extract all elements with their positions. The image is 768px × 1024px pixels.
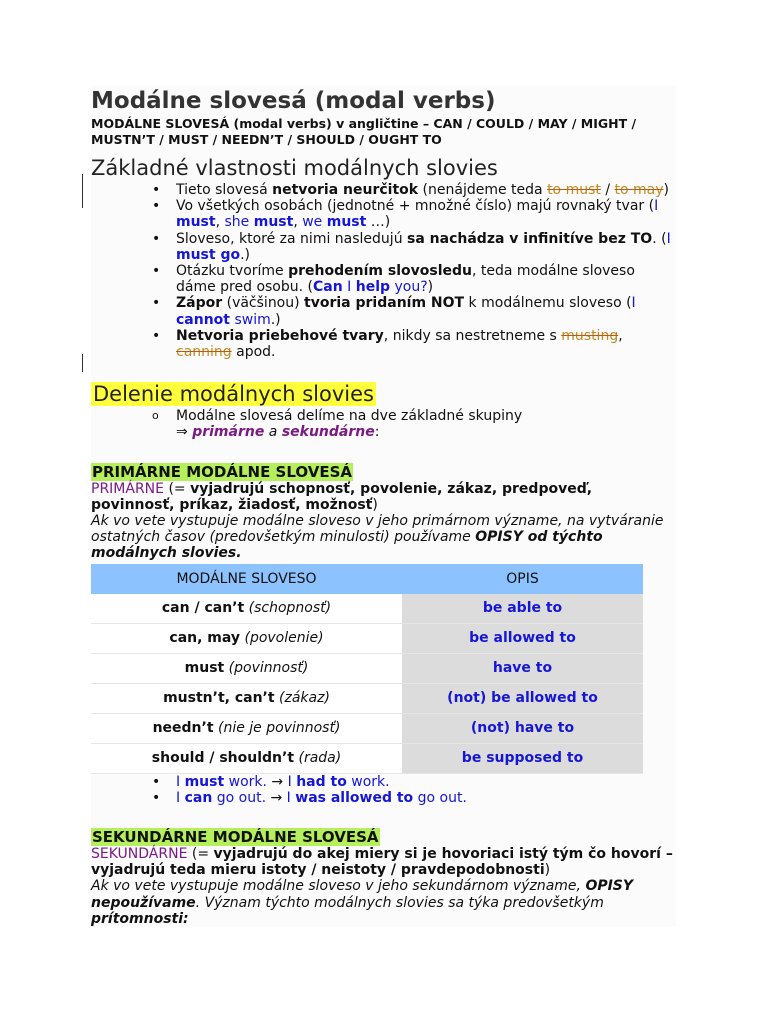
primary-note: Ak vo vete vystupuje modálne sloveso v jeho primárnom význame, na vytváranie ostatných časov (predovšetkým minulosti) používame OPISY od týchto modálnych slovies. bbox=[91, 513, 664, 562]
table-row: can, may (povolenie) be allowed to bbox=[91, 623, 643, 653]
list-item: • Zápor (väčšinou) tvoria pridaním NOT k modálnemu sloveso (I cannot swim.) bbox=[176, 295, 676, 327]
division-list bbox=[91, 408, 676, 440]
margin-bar-bottom bbox=[82, 354, 83, 372]
secondary-note: Ak vo vete vystupuje modálne sloveso v jeho sekundárnom význame, OPISY nepoužívame. Význam týchto modálnych slovies sa týka predovšetkým prítomnosti: bbox=[91, 878, 634, 927]
table-row: must (povinnosť) have to bbox=[91, 653, 643, 683]
page-title: Modálne slovesá (modal verbs) bbox=[91, 88, 496, 114]
properties-list bbox=[91, 182, 676, 360]
table-row: needn’t (nie je povinnosť) (not) have to bbox=[91, 713, 643, 743]
column-header: MODÁLNE SLOVESO bbox=[91, 564, 402, 594]
secondary-definition: SEKUNDÁRNE (= vyjadrujú do akej miery si je hovoriaci istý tým čo hovorí – vyjadrujú teda mieru istoty / neistoty / pravdepodobnosti) bbox=[91, 846, 673, 879]
list-item: • Sloveso, ktoré za nimi nasledujú sa nachádza v infinitíve bez TO. (I must go.) bbox=[176, 231, 676, 263]
table-row: mustn’t, can’t (zákaz) (not) be allowed to bbox=[91, 683, 643, 713]
page-subtitle: MODÁLNE SLOVESÁ (modal verbs) v angličtine – CAN / COULD / MAY / MIGHT / MUSTN’T / MUST / NEEDN’T / SHOULD / OUGHT TO bbox=[91, 116, 637, 147]
modal-table bbox=[91, 564, 643, 774]
table-header bbox=[91, 564, 643, 594]
table-row: should / shouldn’t (rada) be supposed to bbox=[91, 743, 643, 773]
margin-bar-top bbox=[82, 174, 83, 208]
list-item: o Modálne slovesá delíme na dve základné skupiny ⇒ primárne a sekundárne: bbox=[176, 408, 676, 440]
primary-heading: PRIMÁRNE MODÁLNE SLOVESÁ bbox=[92, 462, 352, 481]
list-item: • Tieto slovesá netvoria neurčitok (nenájdeme teda to must / to may) bbox=[176, 182, 676, 198]
list-item: • Otázku tvoríme prehodením slovosledu, teda modálne sloveso dáme pred osobu. (Can I help you?) bbox=[176, 263, 676, 295]
column-header: OPIS bbox=[402, 564, 643, 594]
list-item: • Netvoria priebehové tvary, nikdy sa nestretneme s musting, canning apod. bbox=[176, 328, 676, 360]
list-item: • I must work. → I had to work. bbox=[176, 774, 676, 790]
secondary-heading: SEKUNDÁRNE MODÁLNE SLOVESÁ bbox=[92, 828, 379, 847]
list-item: • Vo všetkých osobách (jednotné + množné číslo) majú rovnaký tvar (I must, she must, we must …) bbox=[176, 198, 676, 230]
primary-definition: PRIMÁRNE (= vyjadrujú schopnosť, povolenie, zákaz, predpoveď, povinnosť, príkaz, žiadosť, možnosť) bbox=[91, 480, 593, 513]
section-heading-division: Delenie modálnych slovies bbox=[93, 382, 374, 407]
section-heading-properties: Základné vlastnosti modálnych slovies bbox=[91, 156, 498, 180]
table-row: can / can’t (schopnosť) be able to bbox=[91, 594, 643, 624]
list-item: • I can go out. → I was allowed to go out. bbox=[176, 790, 676, 806]
examples-list bbox=[91, 774, 676, 806]
document-page bbox=[91, 86, 676, 927]
